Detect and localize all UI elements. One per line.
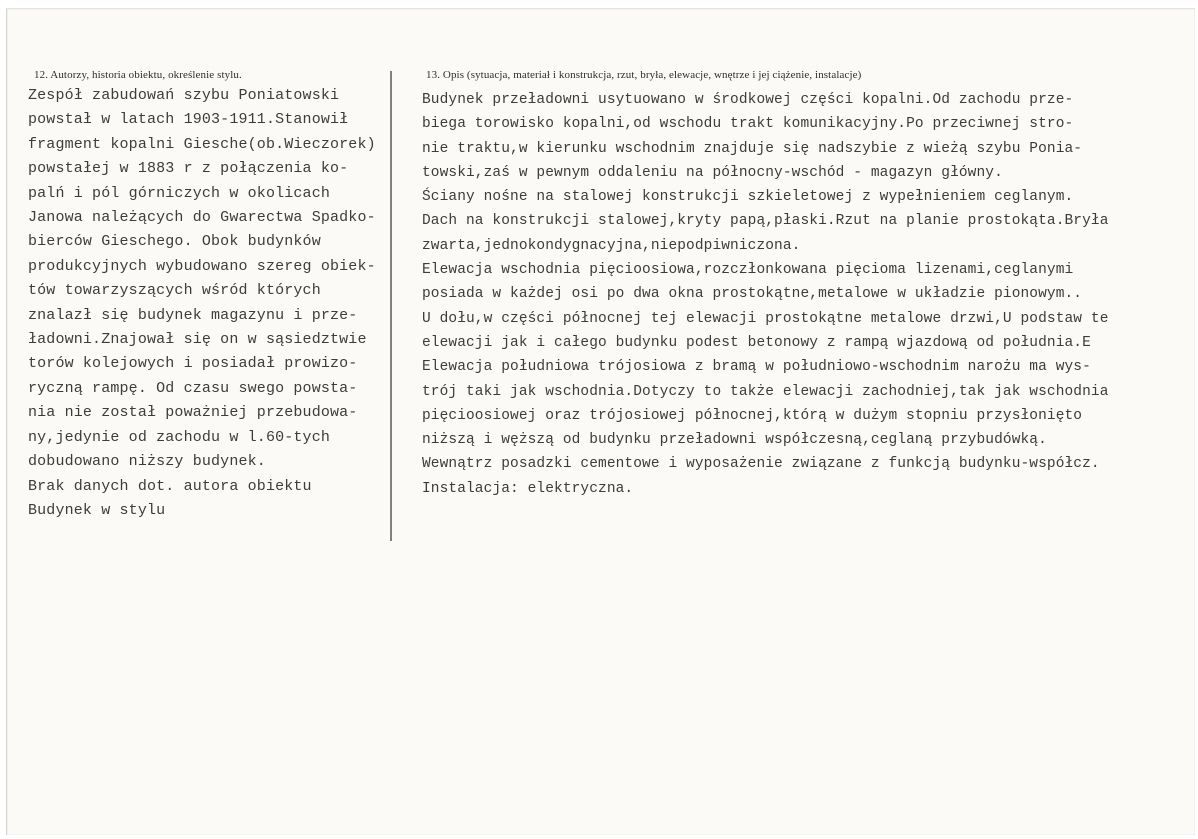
history-line: ładowni.Znajował się on w sąsiedztwie <box>28 331 367 349</box>
history-line: fragment kopalni Giesche(ob.Wieczorek) <box>28 135 376 153</box>
description-line: Dach na konstrukcji stalowej,kryty papą,płaski.Rzut na planie prostokąta.Bryła <box>422 213 1109 230</box>
history-line: znalazł się budynek magazynu i prze- <box>28 306 358 324</box>
description-line: Instalacja: elektryczna. <box>422 480 634 497</box>
description-line: zwarta,jednokondygnacyjna,niepodpiwniczona. <box>422 237 801 254</box>
description-line: Budynek przeładowni usytuowano w środkowej części kopalni.Od zachodu prze- <box>422 92 1074 108</box>
description-line: Ściany nośne na stalowej konstrukcji szkieletowej z wypełnieniem ceglanym. <box>422 189 1074 206</box>
history-line: Budynek w stylu <box>28 501 166 519</box>
description-line: Elewacja wschodnia pięcioosiowa,rozczłonkowana pięcioma lizenami,ceglanymi <box>422 262 1074 279</box>
description-line: biega torowisko kopalni,od wschodu trakt komunikacyjny.Po przeciwnej stro- <box>422 116 1074 133</box>
history-line: Brak danych dot. autora obiektu <box>28 477 312 495</box>
history-line: tów towarzyszących wśród których <box>28 282 321 300</box>
description-line: towski,zaś w pewnym oddaleniu na północny-wschód - magazyn główny. <box>422 164 1003 181</box>
history-line: bierców Gieschego. Obok budynków <box>28 233 321 251</box>
description-line: trój taki jak wschodnia.Dotyczy to także elewacji zachodniej,tak jak wschodnia <box>422 383 1109 400</box>
history-line: palń i pól górniczych w okolicach <box>28 184 330 202</box>
description-line: Elewacja południowa trójosiowa z bramą w południowo-wschodnim narożu ma wys- <box>422 359 1091 376</box>
description-line: niższą i węższą od budynku przeładowni współczesną,ceglaną przybudówką. <box>422 432 1047 449</box>
description-text-block <box>422 88 1109 501</box>
section-12-heading: 12. Autorzy, historia obiektu, określenie stylu. <box>34 69 242 81</box>
description-line: elewacji jak i całego budynku podest betonowy z rampą wjazdową od południa.E <box>422 334 1091 351</box>
history-line: dobudowano niższy budynek. <box>28 453 266 471</box>
column-divider <box>390 71 392 541</box>
history-line: ryczną rampę. Od czasu swego powsta- <box>28 379 358 397</box>
history-text-block <box>28 84 376 523</box>
history-line: powstał w latach 1903-1911.Stanowił <box>28 111 349 129</box>
description-line: posiada w każdej osi po dwa okna prostokątne,metalowe w układzie pionowym.. <box>422 286 1083 303</box>
history-line: produkcyjnych wybudowano szereg obiek- <box>28 257 376 275</box>
description-line: pięcioosiowej oraz trójosiowej północnej,którą w dużym stopniu przysłonięto <box>422 407 1083 424</box>
history-line: Zespół zabudowań szybu Poniatowski <box>28 87 340 104</box>
history-line: nia nie został poważniej przebudowa- <box>28 404 358 422</box>
description-line: U dołu,w części północnej tej elewacji prostokątne metalowe drzwi,U podstaw te <box>422 310 1109 327</box>
history-line: powstałej w 1883 r z połączenia ko- <box>28 160 349 178</box>
description-line: nie traktu,w kierunku wschodnim znajduje się nadszybie z wieżą szybu Ponia- <box>422 140 1083 157</box>
history-line: torów kolejowych i posiadał prowizo- <box>28 355 358 373</box>
history-line: Janowa należących do Gwarectwa Spadko- <box>28 209 376 227</box>
description-line: Wewnątrz posadzki cementowe i wyposażenie związane z funkcją budynku-współcz. <box>422 456 1100 473</box>
history-line: ny,jedynie od zachodu w l.60-tych <box>28 428 330 446</box>
section-13-heading: 13. Opis (sytuacja, materiał i konstrukcja, rzut, bryła, elewacje, wnętrze i jej ciążenie, instalacje) <box>426 69 862 81</box>
